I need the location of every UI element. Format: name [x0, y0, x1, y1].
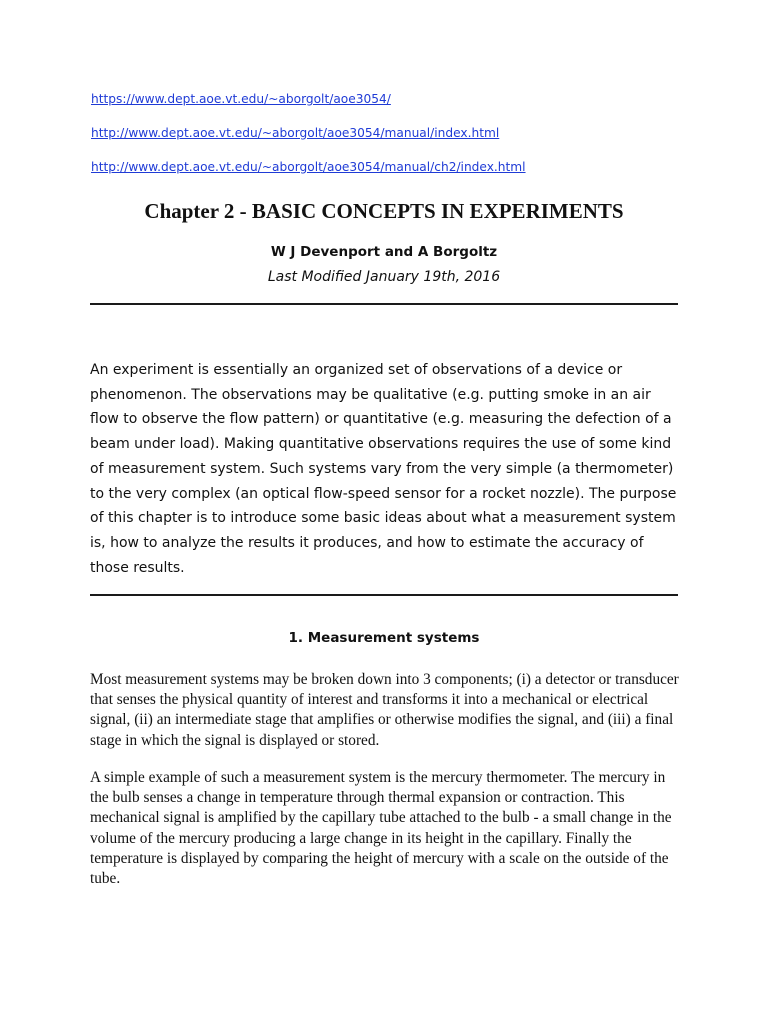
link-course-home[interactable]: https://www.dept.aoe.vt.edu/~aborgolt/aoe3054/: [91, 92, 391, 106]
authors: W J Devenport and A Borgoltz: [270, 244, 498, 260]
body-paragraph-components: Most measurement systems may be broken down into 3 components; (i) a detector or transducer that senses the physical quantity of interest and transforms it into a mechanical or electrical signal, (ii) an intermediate stage that amplifies or otherwise modifies the signal, and (iii) a final stage in which the signal is displayed or stored.: [90, 671, 679, 749]
intro-paragraph: An experiment is essentially an organized set of observations of a device or phenomenon. The observations may be qualitative (e.g. putting smoke in an air flow to observe the flow pattern) or quantitative (e.g. measuring the defection of a beam under load). Making quantitative observations requires the use of some kind of measurement system. Such systems vary from the very simple (a thermometer) to the very complex (an optical flow-speed sensor for a rocket nozzle). The purpose of this chapter is to introduce some basic ideas about what a measurement system is, how to analyze the results it produces, and how to estimate the accuracy of those results.: [90, 362, 677, 576]
divider-bottom: [90, 594, 678, 596]
section-heading: 1. Measurement systems: [288, 630, 480, 646]
chapter-title: Chapter 2 - BASIC CONCEPTS IN EXPERIMENTS: [144, 199, 624, 223]
body-paragraph-thermometer: A simple example of such a measurement system is the mercury thermometer. The mercury in the bulb senses a change in temperature through thermal expansion or contraction. This mechanical signal is amplified by the capillary tube attached to the bulb - a small change in the volume of the mercury producing a large change in its height in the capillary. Finally the temperature is displayed by comparing the height of mercury with a scale on the outside of the tube.: [90, 769, 672, 888]
divider-top: [90, 303, 678, 305]
last-modified: Last Modified January 19th, 2016: [267, 269, 501, 285]
link-manual-index[interactable]: http://www.dept.aoe.vt.edu/~aborgolt/aoe3054/manual/index.html: [91, 126, 500, 140]
reference-links: [91, 92, 691, 194]
link-chapter-2[interactable]: http://www.dept.aoe.vt.edu/~aborgolt/aoe3054/manual/ch2/index.html: [91, 160, 526, 174]
